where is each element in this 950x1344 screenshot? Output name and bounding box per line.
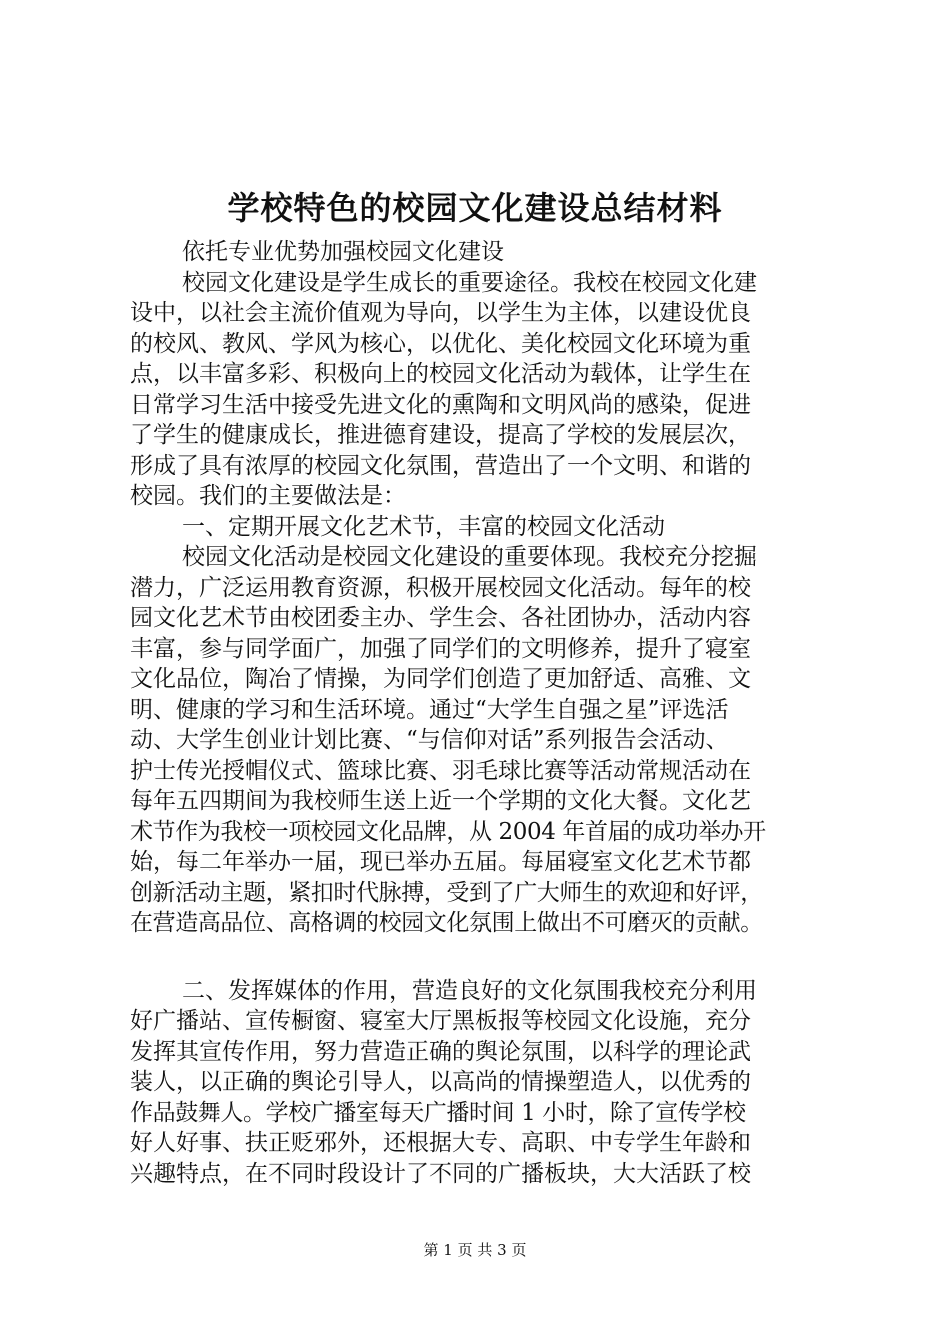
paragraph-line: 兴趣特点，在不同时段设计了不同的广播板块，大大活跃了校: [130, 1160, 751, 1187]
paragraph-line: 二、发挥媒体的作用，营造良好的文化氛围我校充分利用: [182, 977, 757, 1004]
paragraph-line: 明、健康的学习和生活环境。通过“大学生自强之星”评选活: [130, 696, 729, 723]
paragraph-line: 术节作为我校一项校园文化品牌，从 2004 年首届的成功举办开: [130, 818, 766, 845]
paragraph-line: 丰富，参与同学面广，加强了同学们的文明修养，提升了寝室: [130, 635, 751, 662]
paragraph-line: 校园。我们的主要做法是：: [130, 483, 406, 509]
page-number-footer: 第 1 页 共 3 页: [423, 1241, 527, 1259]
paragraph-line: 园文化艺术节由校团委主办、学生会、各社团协办，活动内容: [130, 605, 751, 631]
paragraph-line: 日常学习生活中接受先进文化的熏陶和文明风尚的感染，促进: [130, 391, 751, 418]
paragraph-line: 每年五四期间为我校师生送上近一个学期的文化大餐。文化艺: [130, 788, 751, 814]
paragraph-line: 潜力，广泛运用教育资源，积极开展校园文化活动。每年的校: [130, 574, 751, 601]
blank-line: [130, 939, 830, 976]
paragraph-line: 形成了具有浓厚的校园文化氛围，营造出了一个文明、和谐的: [130, 452, 751, 479]
paragraph-line: 校园文化活动是校园文化建设的重要体现。我校充分挖掘: [182, 544, 757, 570]
paragraph-line: 护士传光授帽仪式、篮球比赛、羽毛球比赛等活动常规活动在: [130, 757, 751, 784]
paragraph-line: 始，每二年举办一届，现已举办五届。每届寝室文化艺术节都: [130, 849, 751, 875]
paragraph-line: 的校风、教风、学风为核心，以优化、美化校园文化环境为重: [130, 330, 751, 357]
paragraph-line: 好人好事、扶正贬邪外，还根据大专、高职、中专学生年龄和: [130, 1130, 751, 1156]
paragraph-line: 点，以丰富多彩、积极向上的校园文化活动为载体，让学生在: [130, 361, 751, 387]
paragraph-line: 文化品位，陶冶了情操，为同学们创造了更加舒适、高雅、文: [130, 666, 751, 692]
paragraph-line: 创新活动主题，紧扣时代脉搏，受到了广大师生的欢迎和好评，: [130, 879, 763, 906]
paragraph-line: 装人，以正确的舆论引导人，以高尚的情操塑造人，以优秀的: [130, 1069, 751, 1095]
paragraph-line: 了学生的健康成长，推进德育建设，提高了学校的发展层次，: [130, 422, 751, 448]
paragraph-line: 动、大学生创业计划比赛、“与信仰对话”系列报告会活动、: [130, 727, 729, 753]
paragraph-line: 在营造高品位、高格调的校园文化氛围上做出不可磨灭的贡献。: [130, 910, 763, 936]
document-body: [130, 237, 830, 1189]
section-heading: 一、定期开展文化艺术节，丰富的校园文化活动: [182, 513, 665, 540]
paragraph-line: 设中，以社会主流价值观为导向，以学生为主体，以建设优良: [130, 300, 751, 326]
paragraph-line: 发挥其宣传作用，努力营造正确的舆论氛围，以科学的理论武: [130, 1038, 751, 1065]
section-heading: 依托专业优势加强校园文化建设: [182, 239, 504, 265]
paragraph-line: 校园文化建设是学生成长的重要途径。我校在校园文化建: [182, 269, 757, 296]
paragraph-line: 好广播站、宣传橱窗、寝室大厅黑板报等校园文化设施，充分: [130, 1008, 751, 1034]
paragraph-line: 作品鼓舞人。学校广播室每天广播时间 1 小时，除了宣传学校: [130, 1099, 746, 1126]
document-title: 学校特色的校园文化建设总结材料: [227, 189, 723, 227]
